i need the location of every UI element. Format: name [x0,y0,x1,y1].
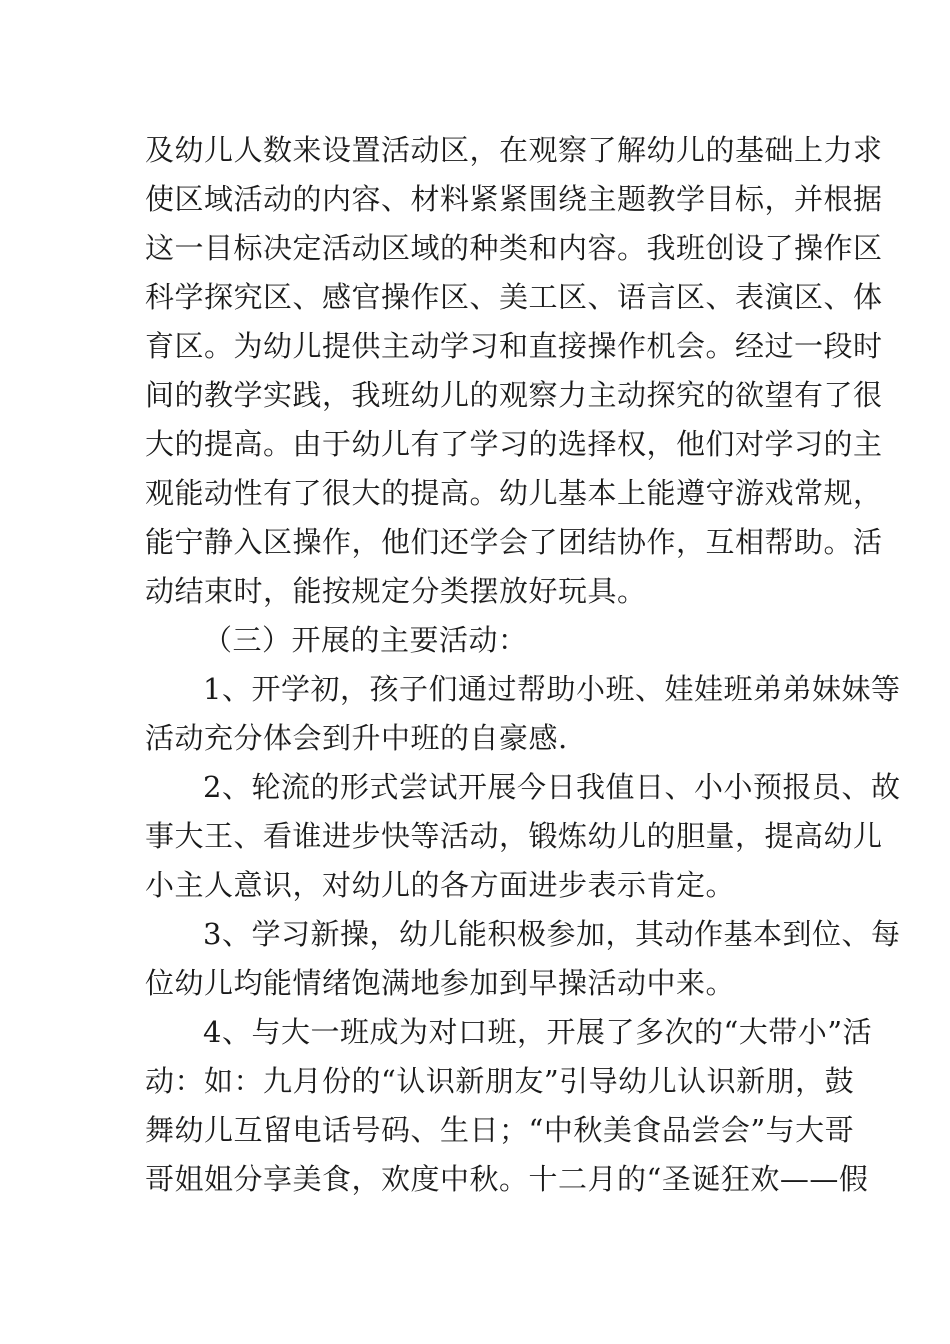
text-line: 4、与大一班成为对口班，开展了多次的“大带小”活 [203,1015,873,1049]
text-line: 这一目标决定活动区域的种类和内容。我班创设了操作区 [145,231,883,265]
list-item-1 [145,665,901,763]
text-line: 事大王、看谁进步快等活动，锻炼幼儿的胆量，提高幼儿 [145,819,883,853]
list-item-2 [145,763,901,910]
text-line: 能宁静入区操作，他们还学会了团结协作，互相帮助。活 [145,525,883,559]
text-line: 小主人意识，对幼儿的各方面进步表示肯定。 [145,868,736,902]
text-line: 1、开学初，孩子们通过帮助小班、娃娃班弟弟妹妹等 [203,672,901,706]
text-line: 科学探究区、感官操作区、美工区、语言区、表演区、体 [145,280,883,314]
paragraph-area-setup [145,126,883,616]
text-line: 2、轮流的形式尝试开展今日我值日、小小预报员、故 [203,770,901,804]
list-item-4 [145,1008,873,1204]
text-line: 动结束时，能按规定分类摆放好玩具。 [145,574,647,608]
text-line: 及幼儿人数来设置活动区，在观察了解幼儿的基础上力求 [145,133,883,167]
document-body [145,126,901,1204]
text-line: 活动充分体会到升中班的自豪感. [145,721,568,755]
text-line: 3、学习新操，幼儿能积极参加，其动作基本到位、每 [203,917,901,951]
text-line: 哥姐姐分享美食，欢度中秋。十二月的“圣诞狂欢——假 [145,1162,869,1196]
list-item-3 [145,910,901,1008]
text-line: 动：如：九月份的“认识新朋友”引导幼儿认识新朋，鼓 [145,1064,855,1098]
text-line: 间的教学实践，我班幼儿的观察力主动探究的欲望有了很 [145,378,883,412]
text-line: 舞幼儿互留电话号码、生日；“中秋美食品尝会”与大哥 [145,1113,855,1147]
section-heading: （三）开展的主要活动： [203,623,528,657]
text-line: 位幼儿均能情绪饱满地参加到早操活动中来。 [145,966,736,1000]
text-line: 使区域活动的内容、材料紧紧围绕主题教学目标，并根据 [145,182,883,216]
text-line: 观能动性有了很大的提高。幼儿基本上能遵守游戏常规， [145,476,883,510]
text-line: 大的提高。由于幼儿有了学习的选择权，他们对学习的主 [145,427,883,461]
text-line: 育区。为幼儿提供主动学习和直接操作机会。经过一段时 [145,329,883,363]
